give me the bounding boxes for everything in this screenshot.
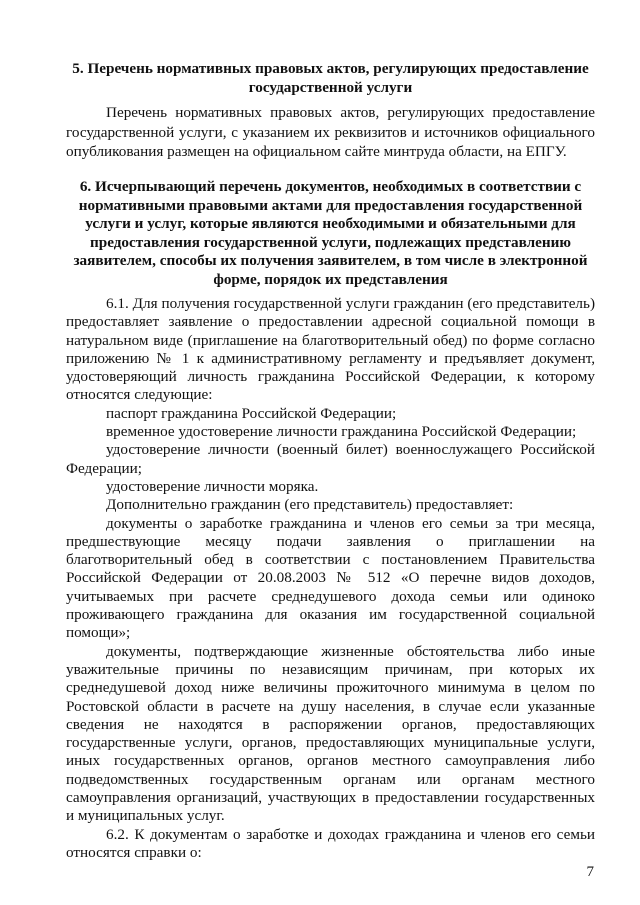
paragraph — [66, 826, 595, 863]
paragraph-line: помощи»; — [66, 624, 131, 642]
paragraph-line: 6.1. Для получения государственной услуги гражданин (его представитель) — [106, 295, 595, 312]
heading-line: заявителем, способы их получения заявителем, в том числе в электронной — [73, 252, 588, 270]
paragraph-line: относятся следующие: — [66, 386, 213, 404]
paragraph-line: благотворительный обед в соответствии с постановлением Правительства — [66, 551, 595, 569]
heading-line: 5. Перечень нормативных правовых актов, регулирующих предоставление — [72, 60, 589, 77]
heading-line: 6. Исчерпывающий перечень документов, необходимых в соответствии с — [79, 178, 582, 195]
section-6-body — [66, 295, 595, 862]
paragraph-line: государственной услуги, с указанием их реквизитов и источников официального — [66, 123, 595, 141]
paragraph-line: опубликования размещен на официальном сайте минтруда области, на ЕПГУ. — [66, 143, 567, 161]
paragraph-line: удостоверение личности (военный билет) военнослужащего Российской — [106, 441, 595, 459]
paragraph-line: учитываемых при расчете среднедушевого дохода семьи или одиноко — [66, 587, 595, 605]
section-6-heading — [66, 178, 595, 290]
paragraph — [66, 496, 595, 514]
paragraph — [66, 405, 595, 423]
heading-line: государственной услуги — [248, 79, 413, 96]
paragraph — [66, 295, 595, 405]
paragraph-line: уважительные причины по независящим причинам, при которых их — [66, 660, 595, 678]
paragraph-line: Перечень нормативных правовых актов, регулирующих предоставление — [106, 104, 595, 121]
paragraph-line: удостоверение личности моряка. — [106, 477, 319, 495]
paragraph-line: и муниципальных услуг. — [66, 807, 225, 825]
paragraph-line: документы о заработке гражданина и членов его семьи за три месяца, — [106, 514, 595, 532]
paragraph-line: проживающего гражданина для оказания им государственной социальной — [66, 606, 595, 624]
paragraph-line: Российской Федерации от 20.08.2003 № 512 «О перечне видов доходов, — [66, 569, 595, 587]
paragraph-line: среднедушевой доход ниже величины прожиточного минимума в целом по — [66, 679, 595, 697]
paragraph-line: подведомственных государственным органам или органам местного — [66, 770, 595, 788]
heading-line: услуги и услуг, которые являются необходимыми и обязательными для — [85, 215, 576, 233]
paragraph-line: паспорт гражданина Российской Федерации; — [106, 404, 397, 422]
paragraph-line: сведения не находятся в распоряжении органов, предоставляющих — [66, 715, 595, 733]
paragraph-line: временное удостоверение личности гражданина Российской Федерации; — [106, 423, 577, 441]
paragraph-line: Дополнительно гражданин (его представитель) предоставляет: — [106, 496, 514, 514]
heading-line: предоставления государственной услуги, подлежащих представлению — [90, 233, 571, 251]
paragraph — [66, 423, 595, 441]
paragraph-line: государственные услуги, органов, предоставляющих муниципальные услуги, — [66, 734, 595, 752]
heading-line: нормативными правовыми актами для предоставления государственной — [78, 196, 583, 214]
paragraph-line: предоставляет заявление о предоставлении адресной социальной помощи в — [66, 313, 595, 331]
paragraph-line: Ростовской области в расчете на душу населения, в случае если указанные — [66, 697, 595, 715]
paragraph-line: иных государственных органов, органов местного самоуправления либо — [66, 752, 595, 770]
paragraph-line: натуральном виде (приглашение на благотворительный обед) по форме согласно — [66, 331, 595, 349]
paragraph — [66, 478, 595, 496]
paragraph-line: относятся справки о: — [66, 843, 202, 861]
paragraph-line: приложению № 1 к административному регламенту и предъявляет документ, — [66, 349, 595, 367]
page-number: 7 — [586, 864, 594, 880]
heading-line: форме, порядок их представления — [213, 270, 448, 288]
section-5-paragraph — [66, 103, 595, 162]
paragraph-line: самоуправления организаций, участвующих в предоставлении государственных — [66, 789, 595, 807]
paragraph-line: Федерации; — [66, 459, 142, 477]
paragraph-line: документы, подтверждающие жизненные обстоятельства либо иные — [106, 642, 595, 660]
paragraph — [66, 515, 595, 643]
paragraph-line: 6.2. К документам о заработке и доходах гражданина и членов его семьи — [106, 825, 595, 843]
paragraph — [66, 643, 595, 826]
paragraph-line: удостоверяющий личность гражданина Российской Федерации, к которому — [66, 368, 595, 386]
paragraph — [66, 441, 595, 478]
section-5-heading — [66, 59, 595, 97]
paragraph-line: предшествующие месяцу подачи заявления о приглашении на — [66, 532, 595, 550]
